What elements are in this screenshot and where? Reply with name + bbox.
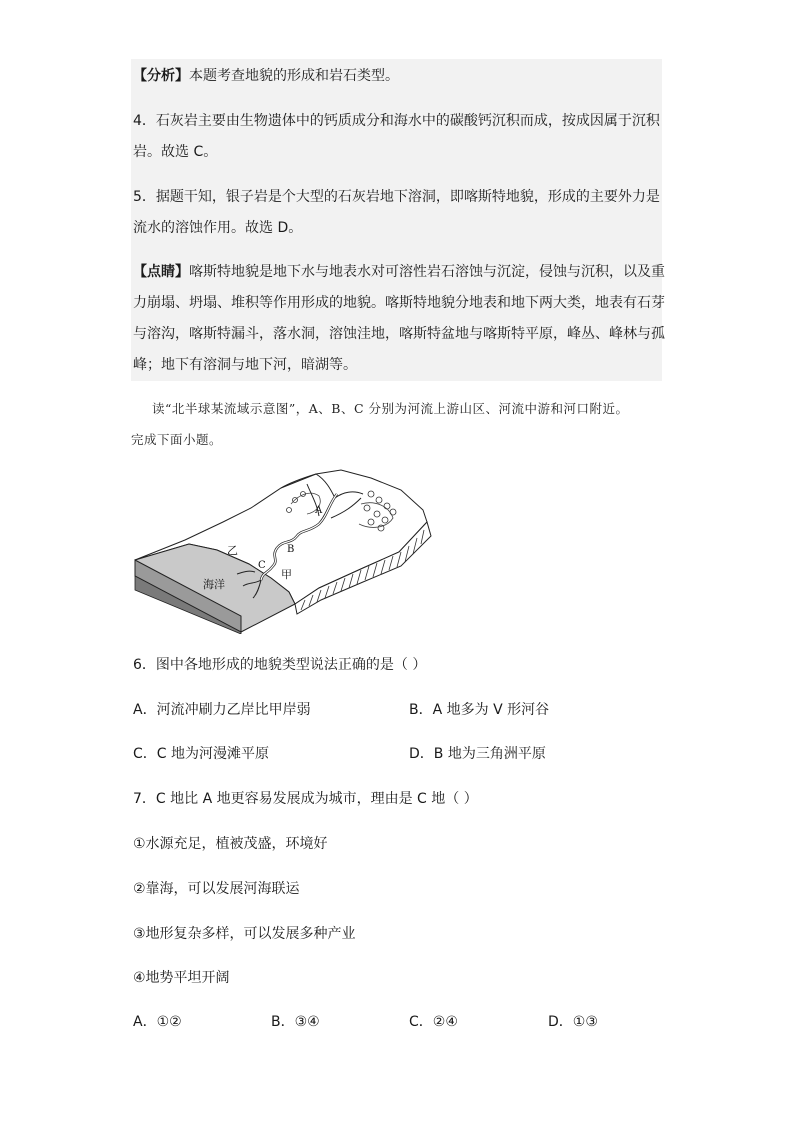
q6-option-b[interactable]: B．A 地多为 V 形河谷	[409, 702, 550, 718]
q6-option-c[interactable]: C．C 地为河漫滩平原	[133, 746, 270, 762]
comment-line4: 峰；地下有溶洞与地下河，暗湖等。	[133, 357, 357, 373]
q7-option-d[interactable]: D．①③	[548, 1014, 598, 1030]
answer5-line2: 流水的溶蚀作用。故选 D。	[133, 220, 303, 236]
q7-item-1: ①水源充足，植被茂盛，环境好	[133, 836, 328, 852]
q7-option-a[interactable]: A．①②	[133, 1014, 182, 1030]
river-basin-diagram	[131, 464, 441, 634]
label-b: B	[287, 544, 295, 555]
comment-line3: 与溶沟，喀斯特漏斗，落水洞，溶蚀洼地，喀斯特盆地与喀斯特平原，峰丛、峰林与孤	[133, 326, 665, 342]
analysis-text: 本题考查地貌的形成和岩石类型。	[189, 68, 399, 84]
label-yi: 乙	[227, 544, 238, 557]
q7-item-2: ②靠海，可以发展河海联运	[133, 881, 300, 897]
comment-tag: 【点睛】	[133, 264, 189, 280]
label-c: C	[258, 560, 266, 571]
analysis-tag: 【分析】	[133, 68, 189, 84]
q6-option-d[interactable]: D．B 地为三角洲平原	[409, 746, 546, 762]
label-sea: 海洋	[203, 578, 225, 591]
question-intro-line2: 完成下面小题。	[131, 432, 223, 447]
q7-item-3: ③地形复杂多样，可以发展多种产业	[133, 926, 356, 942]
comment-text-1: 喀斯特地貌是地下水与地表水对可溶性岩石溶蚀与沉淀，侵蚀与沉积，以及重	[189, 264, 665, 280]
q7-stem: 7．C 地比 A 地更容易发展成为城市，理由是 C 地（ ）	[133, 791, 478, 807]
answer4-line1: 4．石灰岩主要由生物遗体中的钙质成分和海水中的碳酸钙沉积而成，按成因属于沉积	[133, 113, 660, 129]
q7-option-c[interactable]: C．②④	[409, 1014, 458, 1030]
comment-line1	[133, 262, 665, 282]
analysis-line	[133, 66, 399, 86]
label-jia: 甲	[281, 568, 292, 581]
label-a: A	[315, 505, 323, 516]
q6-option-a[interactable]: A．河流冲刷力乙岸比甲岸弱	[133, 702, 311, 718]
comment-line2: 力崩塌、坍塌、堆积等作用形成的地貌。喀斯特地貌分地表和地下两大类，地表有石芽	[133, 295, 665, 311]
q7-item-4: ④地势平坦开阔	[133, 970, 230, 986]
answer5-line1: 5．据题干知，银子岩是个大型的石灰岩地下溶洞，即喀斯特地貌，形成的主要外力是	[133, 189, 660, 205]
q7-option-b[interactable]: B．③④	[271, 1014, 320, 1030]
question-intro-line1: 读“北半球某流域示意图”，A、B、C 分别为河流上游山区、河流中游和河口附近。	[152, 401, 629, 416]
answer4-line2: 岩。故选 C。	[133, 144, 218, 160]
q6-stem: 6．图中各地形成的地貌类型说法正确的是（ ）	[133, 657, 427, 673]
